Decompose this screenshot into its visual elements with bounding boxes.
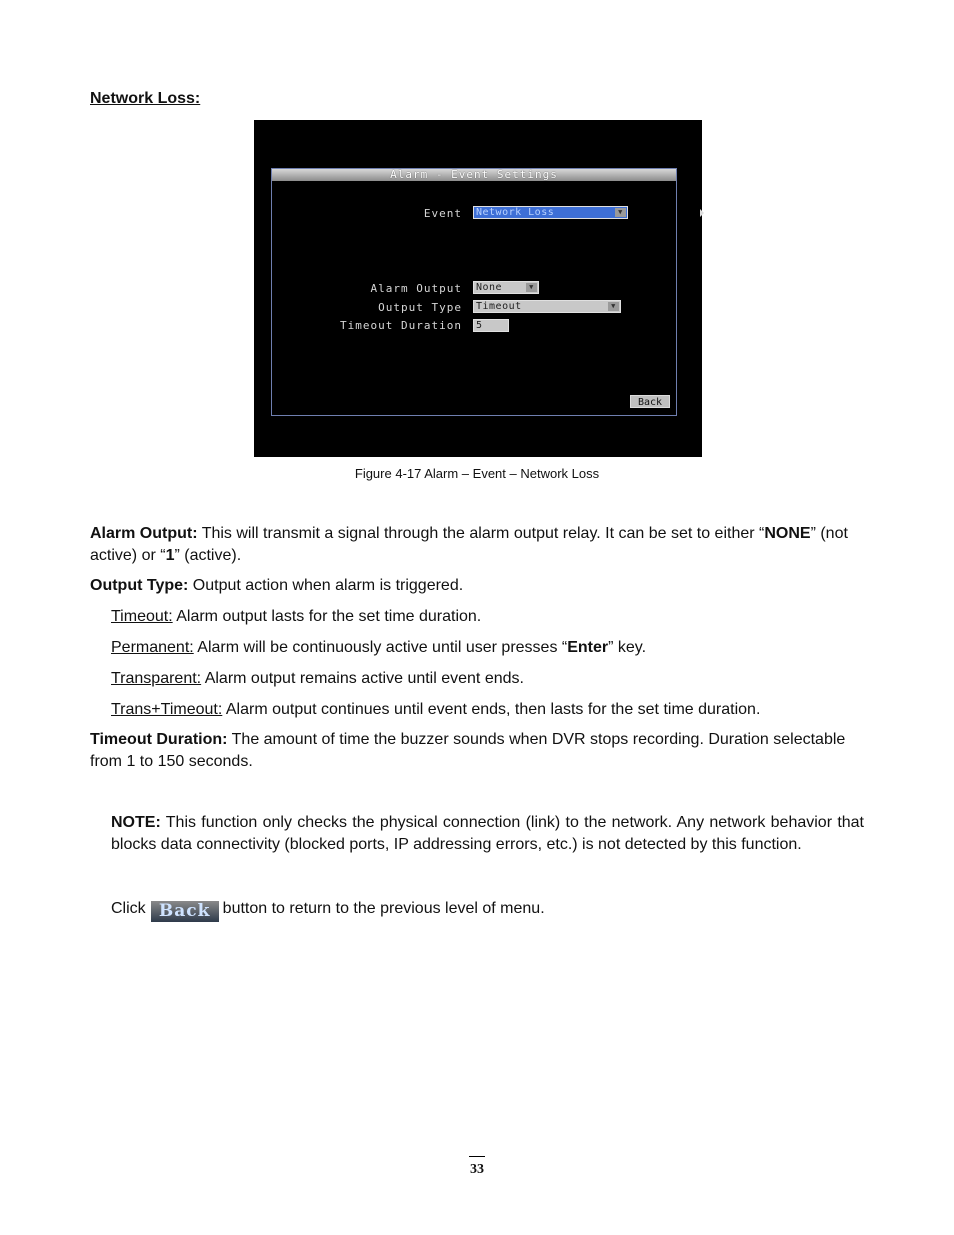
timeout-duration-paragraph <box>90 729 870 773</box>
alarm-output-value: None <box>476 282 503 293</box>
click-back-instruction <box>111 896 545 922</box>
click-text: Click <box>111 900 146 917</box>
cursor-arrow-icon <box>700 209 704 217</box>
output-type-paragraph <box>90 575 463 597</box>
alarm-output-select[interactable] <box>473 281 539 294</box>
option-text: Alarm output remains active until event ends. <box>201 670 524 687</box>
option-term: Transparent: <box>111 670 202 687</box>
back-button-image: Back <box>151 901 219 922</box>
option-term: Trans+Timeout: <box>111 701 223 718</box>
alarm-output-label: Alarm Output <box>370 282 462 295</box>
option-transparent <box>111 668 524 690</box>
timeout-duration-term: Timeout Duration: <box>90 731 228 748</box>
section-heading: Network Loss: <box>90 90 201 107</box>
back-button[interactable]: Back <box>630 395 670 408</box>
output-type-select[interactable] <box>473 300 621 313</box>
option-text: ” key. <box>608 639 647 656</box>
timeout-duration-text: The amount of time the buzzer sounds when DVR stops recording. Duration selectable from 1 to 150 seconds. <box>90 731 846 770</box>
note-text: This function only checks the physical connection (link) to the network. Any network behavior that blocks data connectivity (blocked ports, IP addressing errors, etc.) is not detected by this function. <box>111 814 864 853</box>
option-term: Permanent: <box>111 639 194 656</box>
event-value: Network Loss <box>476 207 555 218</box>
page-number-rule <box>469 1156 485 1157</box>
option-permanent <box>111 637 646 659</box>
chevron-down-icon: ▼ <box>608 302 619 311</box>
event-select[interactable] <box>473 206 628 219</box>
alarm-output-term: Alarm Output: <box>90 525 198 542</box>
chevron-down-icon: ▼ <box>526 283 537 292</box>
note-term: NOTE: <box>111 814 161 831</box>
option-text: Alarm output lasts for the set time duration. <box>172 608 482 625</box>
dialog-title: Alarm - Event Settings <box>272 169 676 181</box>
note-paragraph <box>111 812 864 856</box>
none-value: NONE <box>764 525 811 542</box>
page-number: 33 <box>470 1162 484 1177</box>
enter-key: Enter <box>567 639 609 656</box>
alarm-event-settings-dialog <box>271 168 677 416</box>
option-text: Alarm will be continuously active until user presses “ <box>193 639 568 656</box>
output-type-text: Output action when alarm is triggered. <box>188 577 464 594</box>
figure-caption: Figure 4-17 Alarm – Event – Network Loss <box>354 466 600 481</box>
option-term: Timeout: <box>111 608 173 625</box>
alarm-output-text: ” (active). <box>174 547 242 564</box>
dvr-screenshot <box>254 120 702 457</box>
alarm-output-text: This will transmit a signal through the alarm output relay. It can be set to either “ <box>197 525 765 542</box>
alarm-output-text: ” (not active) or “ <box>90 525 848 564</box>
option-trans-timeout <box>111 699 760 721</box>
output-type-value: Timeout <box>476 301 522 312</box>
one-value: 1 <box>165 547 175 564</box>
output-type-label: Output Type <box>378 301 462 314</box>
click-text: button to return to the previous level of menu. <box>222 900 545 917</box>
timeout-duration-label: Timeout Duration <box>340 319 462 332</box>
alarm-output-paragraph <box>90 523 874 567</box>
timeout-duration-input[interactable]: 5 <box>473 319 509 332</box>
option-timeout <box>111 606 481 628</box>
chevron-down-icon: ▼ <box>615 208 626 217</box>
event-label: Event <box>423 207 462 220</box>
output-type-term: Output Type: <box>90 577 189 594</box>
option-text: Alarm output continues until event ends, then lasts for the set time duration. <box>222 701 761 718</box>
